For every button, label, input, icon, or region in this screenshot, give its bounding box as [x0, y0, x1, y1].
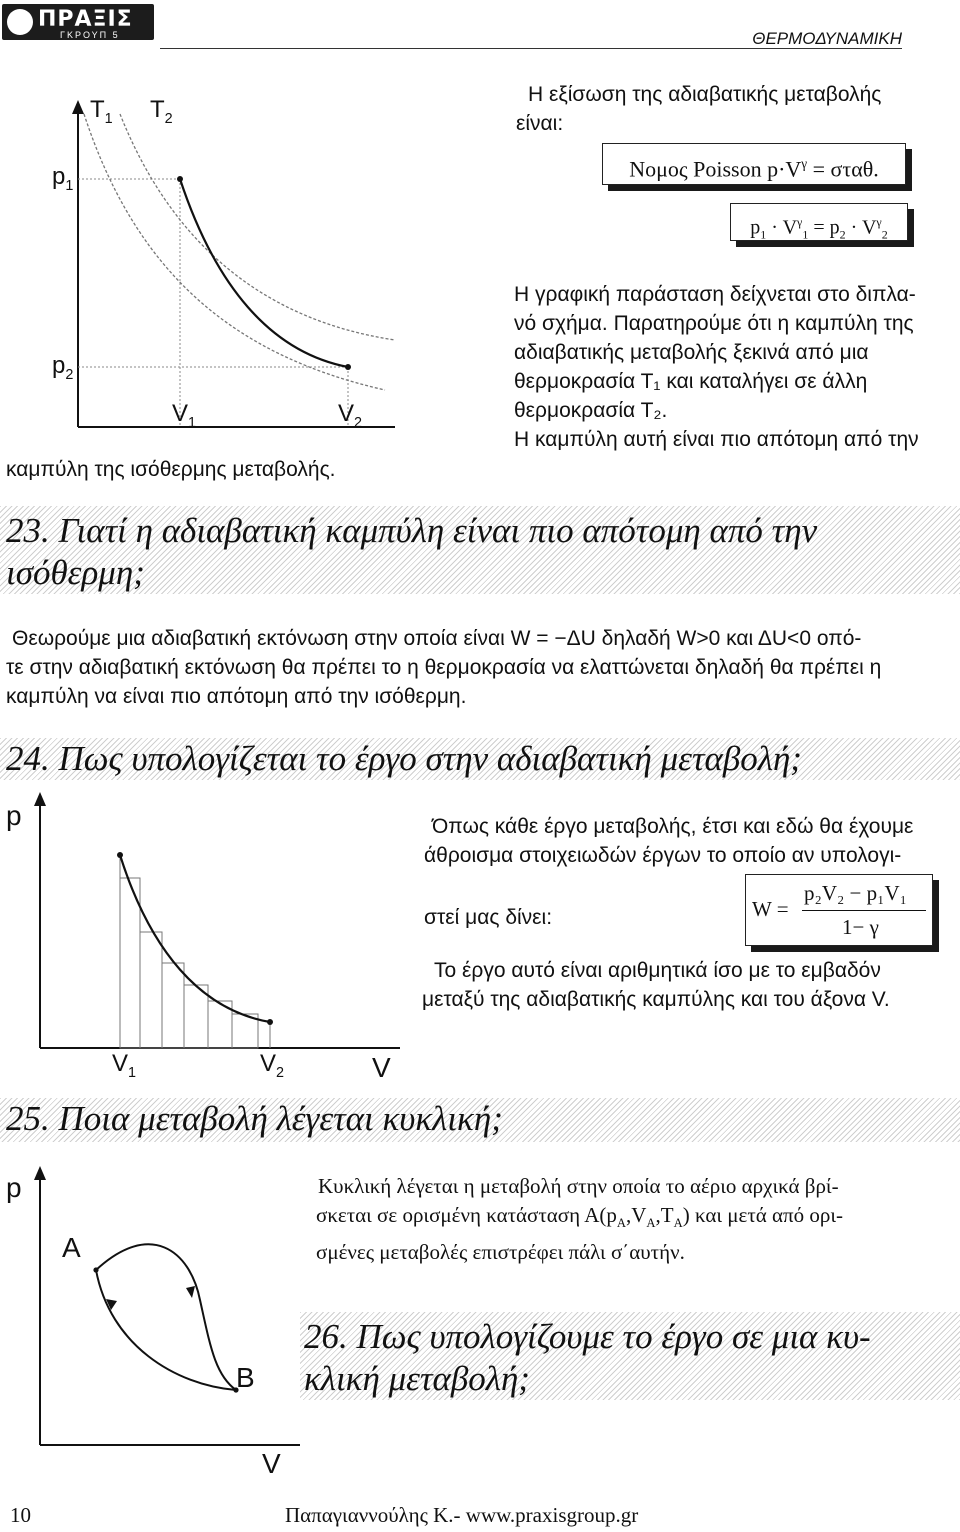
- adiabatic-isotherm-figure: [0, 90, 400, 450]
- q26-title: 26. Πως υπολογίζουμε το έργο σε μια κυ- κλική μεταβολή;: [304, 1317, 871, 1398]
- q24-axis-p: p: [6, 800, 22, 831]
- v2-label: $V_2$: [338, 400, 363, 431]
- t1-label: $T_1$: [90, 96, 113, 127]
- logo-subtitle: ΓΚΡΟΥΠ 5: [60, 30, 120, 40]
- q24-area-note: Το έργο αυτό είναι αριθμητικά ίσο με το εμβαδόν μεταξύ της αδιαβατικής καμπύλης και του άξονα V.: [422, 959, 890, 1011]
- q25-answer: Κυκλική λέγεται η μεταβολή στην οποία το αέριο αρχικά βρί- σκεται σε ορισμένη κατάσταση $A(p_A,V_A,T_A)$ και μετά από ορι- σμένες μεταβολές επιστρέφει πάλι σ΄αυτήν.: [316, 1174, 843, 1265]
- p1-label: $p_1$: [52, 163, 74, 194]
- page-number: 10: [10, 1503, 31, 1527]
- q23-title: 23. Γιατί η αδιαβατική καμπύλη είναι πιο απότομη από την ισόθερμη;: [6, 511, 818, 592]
- t2-label: $T_2$: [150, 96, 173, 127]
- q24-v1-label: $V_1$: [112, 1050, 137, 1081]
- q24-axis-v: V: [372, 1052, 391, 1083]
- p2-label: $p_2$: [52, 352, 74, 383]
- footer-author: Παπαγιαννούλης Κ.- www.praxisgroup.gr: [285, 1503, 639, 1527]
- poisson-law-box: Νομος Poisson $p\cdot V^\gamma = \sigma\tau\alpha\theta$.: [602, 143, 906, 185]
- q25-title: 25. Ποια μεταβολή λέγεται κυκλική;: [6, 1099, 503, 1138]
- logo-text: ΠΡΑΞΙΣ: [38, 7, 133, 32]
- q25-point-b: B: [236, 1362, 255, 1393]
- q24-title: 24. Πως υπολογίζεται το έργο στην αδιαβατική μεταβολή;: [6, 739, 802, 778]
- v1-label: $V_1$: [172, 400, 197, 431]
- section-title: ΘΕΡΜΟΔΥΝΑΜΙΚΗ: [752, 29, 902, 48]
- figure-caption: καμπύλη της ισόθερμης μεταβολής.: [6, 458, 336, 481]
- work-formula-box: W = p₂V₂ − p₁V₁ 1− γ: [745, 874, 933, 946]
- q24-v2-label: $V_2$: [260, 1050, 285, 1081]
- q23-answer: Θεωρούμε μια αδιαβατική εκτόνωση στην οποία είναι W = −ΔU δηλαδή W>0 και ΔU<0 οπό- τε στην αδιαβατική εκτόνωση θα πρέπει το η θερμοκρασία να ελαττώνεται δηλαδή θα πρέπει η καμπύλη να είναι πιο απότομη από την ισόθερμη.: [6, 627, 882, 708]
- cyclic-process-figure: [0, 1160, 310, 1460]
- q24-gives: στεί μας δίνει:: [424, 906, 553, 929]
- description-paragraph: Η γραφική παράσταση δείχνεται στο διπλα- νό σχήμα. Παρατηρούμε ότι η καμπύλη της αδιαβατικής μεταβολής ξεκινά από μια θερμοκρασία Τ₁ και καταλήγει σε άλλη θερμοκρασία Τ₂. Η καμπύλη αυτή είναι πιο απότομη από την: [514, 283, 919, 451]
- q25-axis-p: p: [6, 1172, 22, 1203]
- q24-answer: Όπως κάθε έργο μεταβολής, έτσι και εδώ θα έχουμε άθροισμα στοιχειωδών έργων το οποίο αν υπολογι-: [424, 815, 914, 867]
- q25-point-a: A: [62, 1232, 81, 1263]
- intro-text: Η εξίσωση της αδιαβατικής μεταβολής είναι:: [516, 83, 882, 135]
- logo-mark-icon: [7, 9, 33, 35]
- work-area-figure: [0, 780, 420, 1080]
- poisson-formula-box: $p_1 \cdot V^\gamma_1 = p_2 \cdot V^\gamma_2$: [730, 203, 908, 241]
- header-rule: [160, 48, 902, 49]
- q25-axis-v: V: [262, 1448, 281, 1479]
